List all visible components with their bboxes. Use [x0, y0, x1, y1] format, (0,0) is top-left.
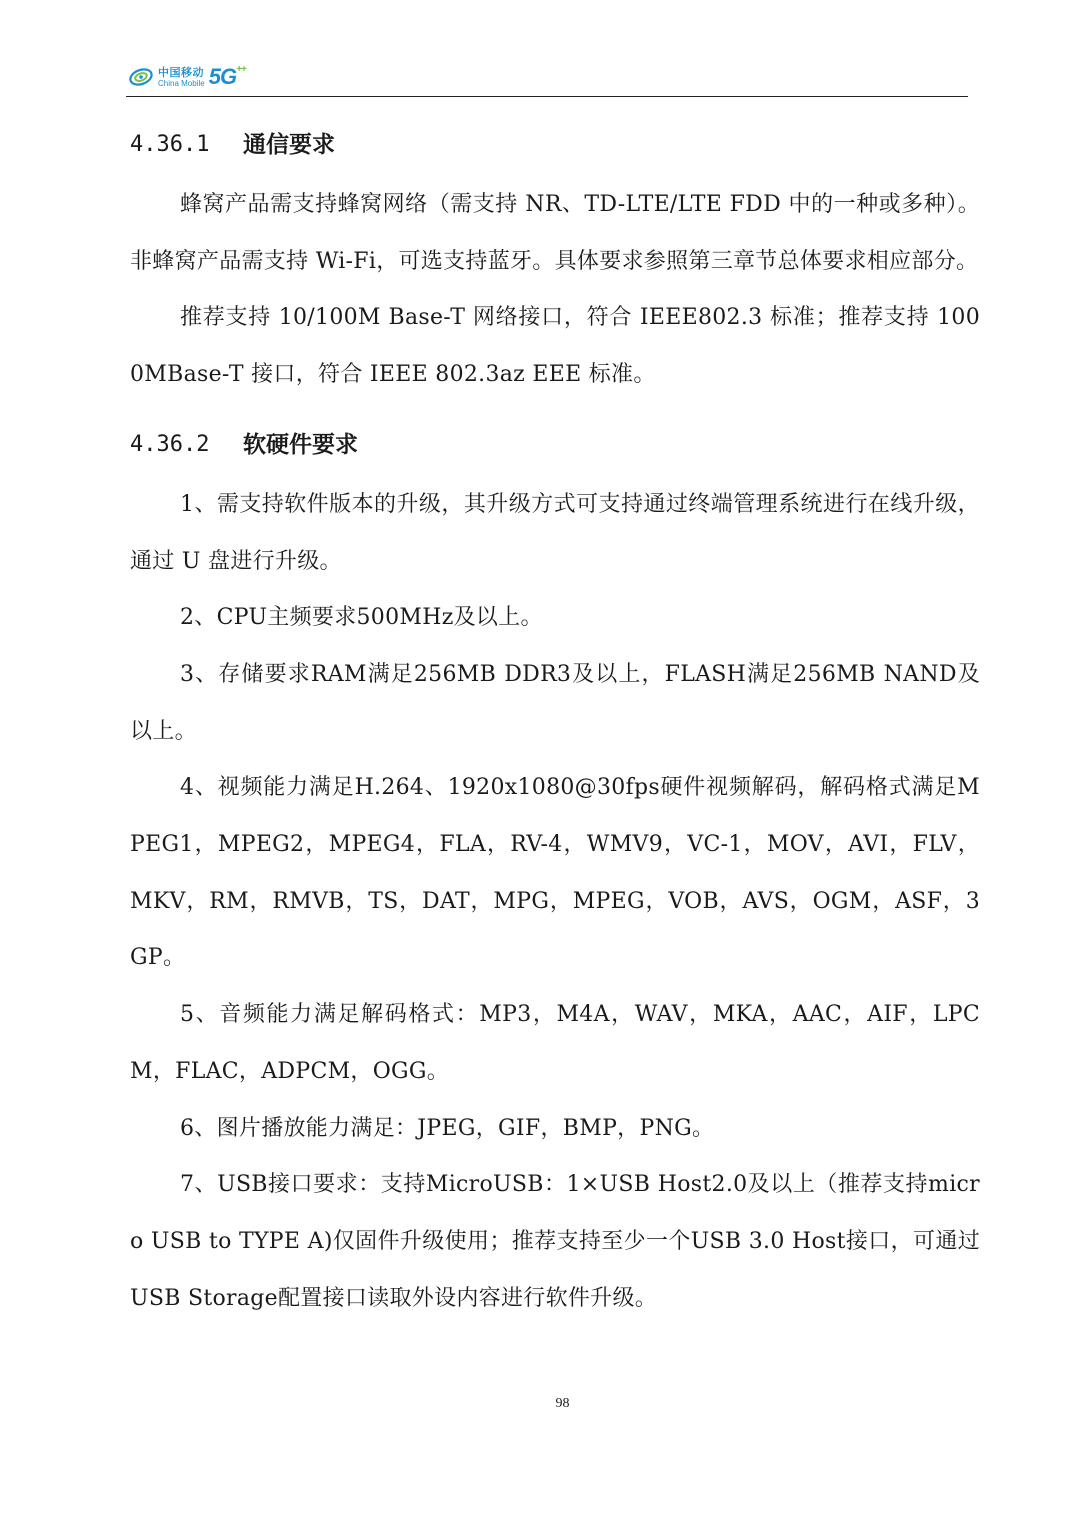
page-header	[126, 58, 968, 97]
logo-5g-text: 5G	[208, 64, 237, 89]
paragraph: 2、CPU主频要求500MHz及以上。	[180, 605, 543, 631]
paragraph: 3、存储要求RAM满足256MB DDR3及以上，FLASH满足256MB NAND及以上。	[130, 661, 980, 744]
paragraph: 推荐支持 10/100M Base-T 网络接口，符合 IEEE802.3 标准；推荐支持 1000MBase-T 接口，符合 IEEE 802.3az EEE 标准。	[130, 305, 980, 388]
section-heading	[130, 120, 980, 170]
logo-5g-plus: ++	[236, 63, 246, 75]
paragraph: 1、需支持软件版本的升级，其升级方式可支持通过终端管理系统进行在线升级，通过 U 盘进行升级。	[130, 491, 980, 574]
paragraph: 5、音频能力满足解码格式：MP3，M4A，WAV，MKA，AAC，AIF，LPCM，FLAC，ADPCM，OGG。	[130, 1002, 980, 1084]
logo-chinese-name: 中国移动	[158, 65, 204, 79]
logo-english-name: China Mobile	[158, 78, 205, 88]
section-number: 4.36.1	[130, 132, 210, 157]
page-number: 98	[555, 1396, 570, 1411]
section-title: 软硬件要求	[243, 431, 358, 458]
document-body	[130, 120, 980, 1327]
logo-5g-mark	[209, 64, 246, 90]
section-number: 4.36.2	[130, 431, 210, 457]
section-heading	[130, 420, 980, 470]
paragraph: 蜂窝产品需支持蜂窝网络（需支持 NR、TD-LTE/LTE FDD 中的一种或多种）。非蜂窝产品需支持 Wi-Fi，可选支持蓝牙。具体要求参照第三章节总体要求相应部分。	[130, 192, 980, 274]
logo-text	[158, 67, 205, 88]
paragraph: 6、图片播放能力满足：JPEG，GIF，BMP，PNG。	[180, 1115, 715, 1141]
china-mobile-swirl-icon	[128, 64, 154, 90]
paragraph: 4、视频能力满足H.264、1920x1080@30fps硬件视频解码，解码格式满足MPEG1，MPEG2，MPEG4，FLA，RV-4，WMV9，VC-1，MOV，AVI，FLV，MKV，RM，RMVB，TS，DAT，MPG，MPEG，VOB，AVS，OGM，ASF，3GP。	[130, 775, 980, 971]
paragraph: 7、USB接口要求：支持MicroUSB：1×USB Host2.0及以上（推荐支持micro USB to TYPE A)仅固件升级使用；推荐支持至少一个USB 3.0 Host接口，可通过USB Storage配置接口读取外设内容进行软件升级。	[130, 1172, 980, 1311]
china-mobile-logo	[128, 62, 246, 92]
section-title: 通信要求	[243, 132, 335, 158]
